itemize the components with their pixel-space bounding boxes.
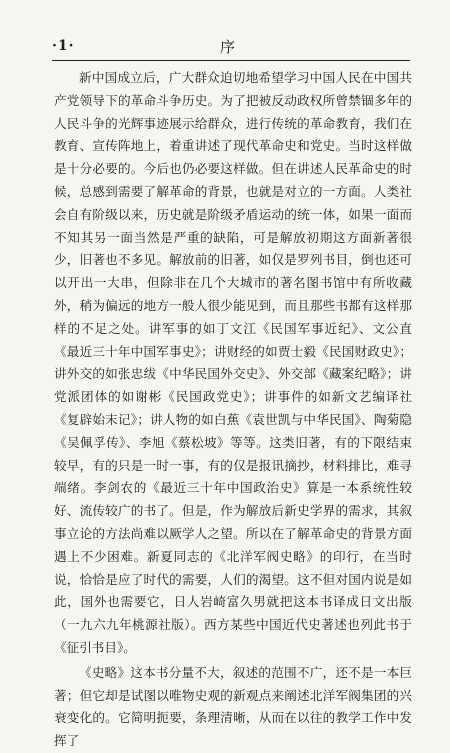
- page-title: 序: [220, 37, 236, 56]
- paragraph-2: 《史略》这本书分量不大，叙述的范围不广，还不是一本巨著；但它却是试图以唯物史观的新观点来阐述北洋军阀集团的兴衰变化的。它简明扼要，条理清晰，从而在以往的教学工作中发挥了: [54, 664, 412, 749]
- page-number: ·1·: [52, 38, 75, 54]
- body-text: [54, 67, 412, 753]
- page-header: [52, 36, 408, 56]
- header-rule: [52, 60, 410, 61]
- paragraph-1: 新中国成立后，广大群众迫切地希望学习中国人民在中国共产党领导下的革命斗争历史。为了把被反动政权所曾禁锢多年的人民斗争的光辉事迹展示给群众，进行传统的革命教育，我们在教育、宣传阵地上，着重讲述了现代革命史和党史。当时这样做是十分必要的。今后也仍必要这样做。但在讲述人民革命史的时候，总感到需要了解革命的背景，也就是对立的一方面。人类社会自有阶级以来，历史就是阶级矛盾运动的统一体，如果一面而不知其另一面当然是严重的缺陷，可是解放初期这方面新著很少，旧著也不多见。解放前的旧著，如仅是罗列书目，倒也还可以开出一大串，但除非在几个大城市的著名图书馆中有所收藏外，稍为偏远的地方一般人很少能见到，而且那些书都有这样那样的不足之处。讲军事的如丁文江《民国军事近纪》、文公直《最近三十年中国军事史》；讲财经的如贾士毅《民国财政史》；讲外交的如张忠绂《中华民国外交史》、外交部《藏案纪略》；讲党派团体的如谢彬《民国政党史》；讲事件的如新文艺编译社《复辟始末记》；讲人物的如白蕉《袁世凯与中华民国》、陶菊隐《吴佩孚传》、李旭《蔡松坡》等等。这类旧著，有的下限结束较早，有的只是一时一事，有的仅是报讯摘抄，材料排比，难寻端绪。李剑农的《最近三十年中国政治史》算是一本系统性较好、流传较广的书了。但是，作为解放后新史学界的需求，其叙事立论的方法尚难以厥学人之望。所以在了解革命史的背景方面遇上不少困难。新夏同志的《北洋军阀史略》的印行，在当时说，恰恰是应了时代的需要，人们的渴望。这不但对国内说是如此，国外也需要它，日人岩崎富久男就把这本书译成日文出版（一九六九年桃源社版）。西方某些中国近代史著述也列此书于《征引书目》。: [54, 70, 412, 655]
